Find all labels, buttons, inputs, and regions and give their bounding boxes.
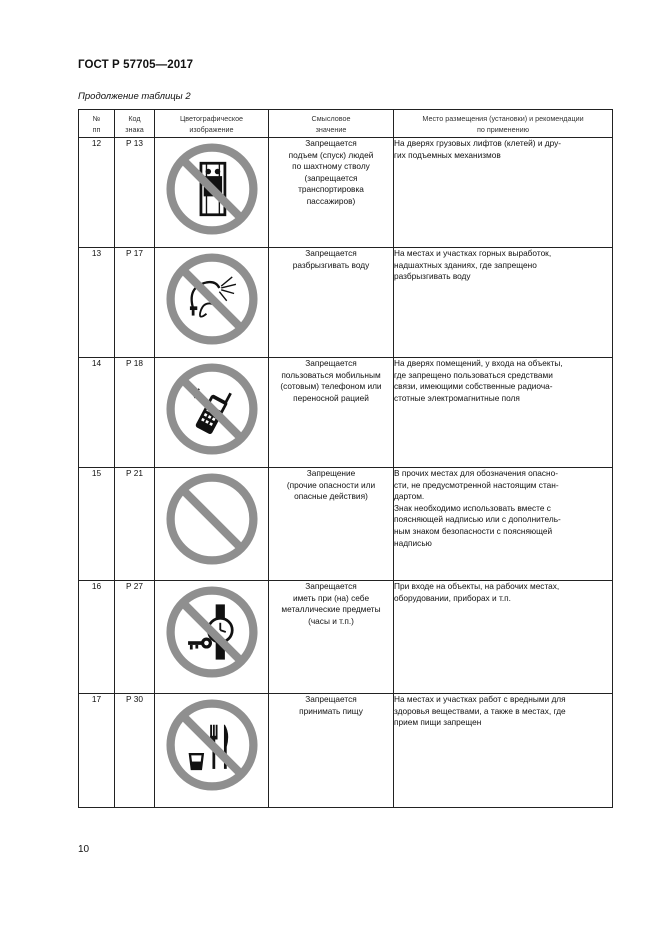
placement-line: На дверях помещений, у входа на объекты, <box>394 358 563 368</box>
placement-line: разбрызгивать воду <box>394 271 471 282</box>
table-caption: Продолжение таблицы 2 <box>78 91 191 102</box>
col-header-placement: Место размещения (установки) и рекомендации по применению <box>394 110 613 138</box>
no-metal-objects-icon <box>166 586 258 678</box>
placement-line: поясняющей надписью или с дополнитель- <box>394 514 561 525</box>
meaning-line: Запрещается <box>305 248 357 258</box>
sign-code: Р 21 <box>115 468 155 581</box>
meaning-line: Запрещается <box>305 694 357 704</box>
sign-code: Р 17 <box>115 248 155 358</box>
table-row <box>79 248 613 358</box>
meaning-line: подъем (спуск) людей <box>288 149 374 160</box>
table-row <box>79 694 613 808</box>
prohibition-sign-icon <box>166 473 258 565</box>
placement-line: На местах и участках работ с вредными для <box>394 694 566 704</box>
sign-code: Р 18 <box>115 358 155 468</box>
meaning-line: пользоваться мобильным <box>281 369 381 380</box>
meaning-line: пассажиров) <box>306 195 356 206</box>
sign-code: Р 27 <box>115 581 155 694</box>
meaning-line: (часы и т.п.) <box>308 615 354 626</box>
meaning-line: по шахтному стволу <box>292 161 370 172</box>
no-mobile-phone-icon <box>166 363 258 455</box>
meaning-line: опасные действия) <box>294 491 368 502</box>
placement-line: При входе на объекты, на рабочих местах, <box>394 581 560 591</box>
placement-line: надписью <box>394 537 432 548</box>
meaning-line: транспортировка <box>298 184 364 195</box>
meaning-line: (запрещается <box>304 172 358 183</box>
col-header-meaning: Смысловое значение <box>269 110 394 138</box>
meaning-line: переносной рацией <box>293 392 369 403</box>
row-number: 14 <box>79 358 115 468</box>
sign-code: Р 30 <box>115 694 155 808</box>
meaning-line: разбрызгивать воду <box>292 259 370 270</box>
col-header-num: № пп <box>79 110 115 138</box>
placement-line: На местах и участках горных выработок, <box>394 248 552 258</box>
table-row <box>79 138 613 248</box>
meaning-line: металлические предметы <box>281 604 381 615</box>
meaning-line: Запрещается <box>305 138 357 148</box>
meaning-line: принимать пищу <box>299 705 363 716</box>
placement-line: где запрещено пользоваться средствами <box>394 369 553 380</box>
table-header-row <box>79 110 613 138</box>
meaning-line: Запрещается <box>305 358 357 368</box>
placement-line: ным знаком безопасности с поясняющей <box>394 525 553 536</box>
placement-line: В прочих местах для обозначения опасно- <box>394 468 558 478</box>
meaning-line: иметь при (на) себе <box>292 592 370 603</box>
placement-line: Знак необходимо использовать вместе с <box>394 502 551 513</box>
document-header: ГОСТ Р 57705—2017 <box>78 59 194 71</box>
placement-line: сти, не предусмотренной настоящим стан- <box>394 479 559 490</box>
sign-code: Р 13 <box>115 138 155 248</box>
meaning-line: Запрещение <box>306 468 356 478</box>
meaning-line: (прочие опасности или <box>286 479 376 490</box>
table-row <box>79 358 613 468</box>
row-number: 16 <box>79 581 115 694</box>
no-eating-icon <box>166 699 258 791</box>
col-header-image: Цветографическое изображение <box>155 110 269 138</box>
placement-line: прием пищи запрещен <box>394 717 482 728</box>
meaning-line: (сотовым) телефоном или <box>280 381 382 392</box>
placement-line: гих подъемных механизмов <box>394 149 501 160</box>
table-row <box>79 581 613 694</box>
placement-line: связи, имеющими собственные радиоча- <box>394 381 553 392</box>
no-spraying-water-icon <box>166 253 258 345</box>
row-number: 12 <box>79 138 115 248</box>
page-number: 10 <box>78 844 90 855</box>
placement-line: оборудовании, приборах и т.п. <box>394 592 511 603</box>
row-number: 13 <box>79 248 115 358</box>
placement-line: дартом. <box>394 491 425 502</box>
safety-signs-table <box>78 109 613 808</box>
placement-line: надшахтных зданиях, где запрещено <box>394 259 537 270</box>
placement-line: На дверях грузовых лифтов (клетей) и дру- <box>394 138 562 148</box>
col-header-code: Код знака <box>115 110 155 138</box>
placement-line: стотные электромагнитные поля <box>394 392 520 403</box>
row-number: 15 <box>79 468 115 581</box>
no-shaft-lift-icon <box>166 143 258 235</box>
row-number: 17 <box>79 694 115 808</box>
table-row <box>79 468 613 581</box>
meaning-line: Запрещается <box>305 581 357 591</box>
placement-line: здоровья веществами, а также в местах, где <box>394 705 566 716</box>
